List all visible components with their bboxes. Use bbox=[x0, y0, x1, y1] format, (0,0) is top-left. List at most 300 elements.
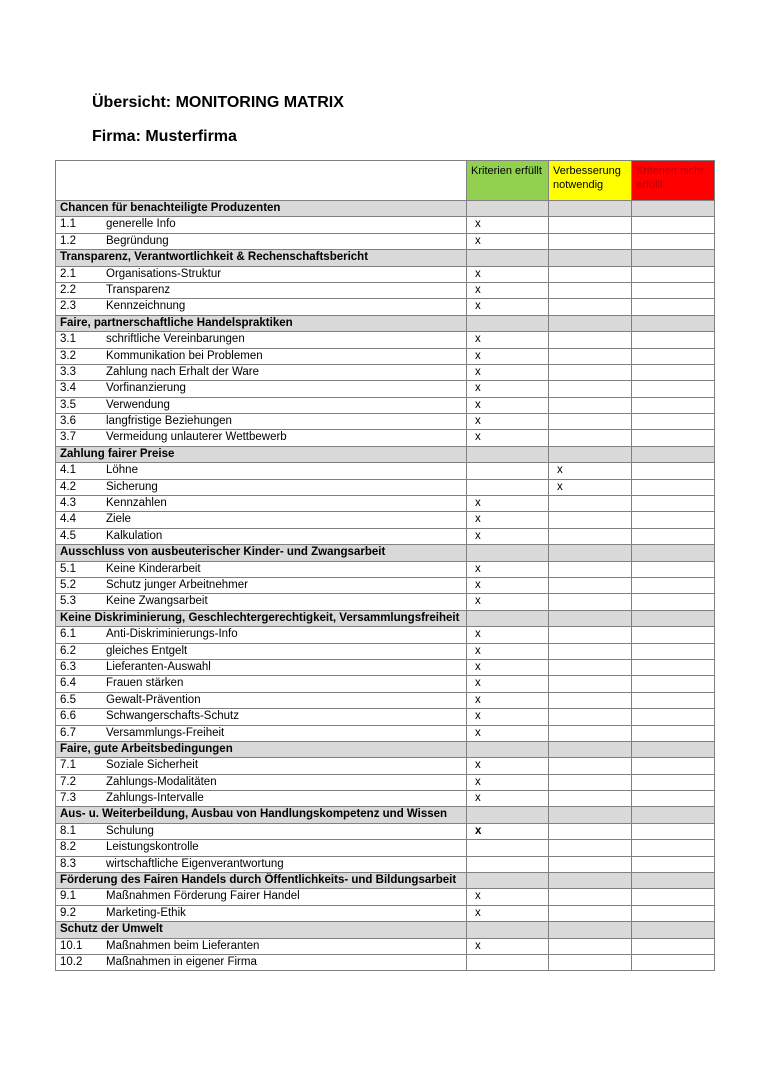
mark-c2 bbox=[549, 266, 632, 282]
criterion-number: 6.6 bbox=[60, 710, 76, 723]
criterion-row bbox=[56, 348, 715, 364]
mark-c1: x bbox=[467, 364, 549, 380]
criterion-row bbox=[56, 512, 715, 528]
criterion-label: Frauen stärken bbox=[106, 677, 184, 690]
mark-c1: x bbox=[467, 217, 549, 233]
section-empty-cell bbox=[632, 545, 715, 561]
mark-c1: x bbox=[467, 725, 549, 741]
criterion-label: schriftliche Vereinbarungen bbox=[106, 333, 245, 346]
criterion-label: Anti-Diskriminierungs-Info bbox=[106, 628, 238, 641]
section-empty-cell bbox=[632, 873, 715, 889]
criterion-row bbox=[56, 332, 715, 348]
criterion-number: 8.1 bbox=[60, 824, 76, 837]
criterion-row bbox=[56, 692, 715, 708]
criterion-row bbox=[56, 774, 715, 790]
criterion-label: Kalkulation bbox=[106, 529, 163, 542]
mark-c1: x bbox=[467, 692, 549, 708]
criterion-label: Zahlungs-Modalitäten bbox=[106, 775, 217, 788]
section-title: Transparenz, Verantwortlichkeit & Rechenschaftsbericht bbox=[56, 250, 467, 266]
criterion-label: Organisations-Struktur bbox=[106, 267, 222, 280]
mark-c1: x bbox=[467, 233, 549, 249]
mark-c3 bbox=[632, 561, 715, 577]
section-empty-cell bbox=[549, 446, 632, 462]
criterion-cell bbox=[56, 823, 467, 839]
section-empty-cell bbox=[467, 741, 549, 757]
criterion-number: 3.1 bbox=[60, 333, 76, 346]
criterion-cell bbox=[56, 643, 467, 659]
mark-c2 bbox=[549, 889, 632, 905]
criterion-cell bbox=[56, 676, 467, 692]
section-empty-cell bbox=[467, 807, 549, 823]
mark-c1: x bbox=[467, 299, 549, 315]
header-criteria-not-met: Kriterien nicht erfüllt bbox=[632, 161, 715, 201]
mark-c3 bbox=[632, 479, 715, 495]
mark-c3 bbox=[632, 643, 715, 659]
section-empty-cell bbox=[632, 922, 715, 938]
criterion-label: Vorfinanzierung bbox=[106, 382, 186, 395]
mark-c1: x bbox=[467, 659, 549, 675]
mark-c3 bbox=[632, 659, 715, 675]
mark-c3 bbox=[632, 512, 715, 528]
section-empty-cell bbox=[549, 315, 632, 331]
criterion-cell bbox=[56, 627, 467, 643]
criterion-number: 1.1 bbox=[60, 218, 76, 231]
criterion-row bbox=[56, 364, 715, 380]
mark-c3 bbox=[632, 233, 715, 249]
criterion-row bbox=[56, 528, 715, 544]
criterion-number: 4.5 bbox=[60, 529, 76, 542]
mark-c1: x bbox=[467, 528, 549, 544]
criterion-number: 1.2 bbox=[60, 234, 76, 247]
mark-c1: x bbox=[467, 594, 549, 610]
mark-c3 bbox=[632, 430, 715, 446]
criterion-row bbox=[56, 463, 715, 479]
criterion-cell bbox=[56, 889, 467, 905]
criterion-row bbox=[56, 233, 715, 249]
criterion-cell bbox=[56, 840, 467, 856]
monitoring-matrix-table bbox=[55, 160, 715, 971]
criterion-number: 5.1 bbox=[60, 562, 76, 575]
criterion-label: Kommunikation bei Problemen bbox=[106, 349, 263, 362]
criterion-number: 6.2 bbox=[60, 644, 76, 657]
mark-c3 bbox=[632, 528, 715, 544]
mark-c2 bbox=[549, 692, 632, 708]
mark-c2 bbox=[549, 414, 632, 430]
mark-c3 bbox=[632, 463, 715, 479]
criterion-row bbox=[56, 430, 715, 446]
section-empty-cell bbox=[549, 610, 632, 626]
criterion-cell bbox=[56, 905, 467, 921]
mark-c1 bbox=[467, 954, 549, 970]
criterion-cell bbox=[56, 758, 467, 774]
criterion-row bbox=[56, 659, 715, 675]
section-empty-cell bbox=[549, 922, 632, 938]
criterion-label: Kennzeichnung bbox=[106, 300, 186, 313]
criterion-label: Maßnahmen Förderung Fairer Handel bbox=[106, 890, 300, 903]
criterion-cell bbox=[56, 414, 467, 430]
criterion-number: 3.4 bbox=[60, 382, 76, 395]
criterion-number: 6.1 bbox=[60, 628, 76, 641]
header-improvement-needed: Verbesserung notwendig bbox=[549, 161, 632, 201]
criterion-number: 5.3 bbox=[60, 595, 76, 608]
mark-c1: x bbox=[467, 938, 549, 954]
criterion-label: Zahlung nach Erhalt der Ware bbox=[106, 365, 259, 378]
mark-c2 bbox=[549, 528, 632, 544]
criterion-row bbox=[56, 496, 715, 512]
mark-c1: x bbox=[467, 332, 549, 348]
criterion-label: Leistungskontrolle bbox=[106, 841, 199, 854]
mark-c2 bbox=[549, 594, 632, 610]
mark-c2 bbox=[549, 627, 632, 643]
criterion-label: Keine Zwangsarbeit bbox=[106, 595, 208, 608]
mark-c2 bbox=[549, 496, 632, 512]
criterion-cell bbox=[56, 430, 467, 446]
criterion-number: 2.2 bbox=[60, 283, 76, 296]
criterion-number: 6.3 bbox=[60, 660, 76, 673]
section-row bbox=[56, 741, 715, 757]
criterion-label: Soziale Sicherheit bbox=[106, 759, 199, 772]
mark-c3 bbox=[632, 348, 715, 364]
mark-c3 bbox=[632, 627, 715, 643]
section-empty-cell bbox=[467, 315, 549, 331]
mark-c3 bbox=[632, 692, 715, 708]
criterion-label: wirtschaftliche Eigenverantwortung bbox=[106, 857, 284, 870]
section-row bbox=[56, 250, 715, 266]
mark-c2 bbox=[549, 233, 632, 249]
header-blank-cell bbox=[56, 161, 467, 201]
criterion-row bbox=[56, 905, 715, 921]
criterion-cell bbox=[56, 774, 467, 790]
section-empty-cell bbox=[549, 873, 632, 889]
criterion-row bbox=[56, 840, 715, 856]
criterion-label: Zahlungs-Intervalle bbox=[106, 792, 204, 805]
criterion-row bbox=[56, 643, 715, 659]
criterion-cell bbox=[56, 561, 467, 577]
mark-c2 bbox=[549, 397, 632, 413]
mark-c2 bbox=[549, 299, 632, 315]
criterion-cell bbox=[56, 397, 467, 413]
criterion-row bbox=[56, 823, 715, 839]
mark-c1: x bbox=[467, 561, 549, 577]
section-empty-cell bbox=[549, 741, 632, 757]
mark-c1: x bbox=[467, 512, 549, 528]
criterion-row bbox=[56, 627, 715, 643]
mark-c3 bbox=[632, 840, 715, 856]
mark-c2 bbox=[549, 758, 632, 774]
mark-c3 bbox=[632, 709, 715, 725]
header-row bbox=[56, 161, 715, 201]
mark-c1: x bbox=[467, 758, 549, 774]
mark-c2 bbox=[549, 676, 632, 692]
mark-c2 bbox=[549, 364, 632, 380]
mark-c2 bbox=[549, 348, 632, 364]
mark-c2 bbox=[549, 512, 632, 528]
criterion-row bbox=[56, 299, 715, 315]
criterion-cell bbox=[56, 791, 467, 807]
criterion-row bbox=[56, 758, 715, 774]
criterion-number: 4.2 bbox=[60, 480, 76, 493]
criterion-number: 4.3 bbox=[60, 497, 76, 510]
criterion-number: 3.5 bbox=[60, 398, 76, 411]
criterion-cell bbox=[56, 233, 467, 249]
criterion-row bbox=[56, 791, 715, 807]
criterion-number: 6.5 bbox=[60, 693, 76, 706]
criterion-number: 3.7 bbox=[60, 431, 76, 444]
criterion-label: Vermeidung unlauterer Wettbewerb bbox=[106, 431, 287, 444]
section-empty-cell bbox=[632, 446, 715, 462]
criterion-cell bbox=[56, 332, 467, 348]
mark-c1: x bbox=[467, 577, 549, 593]
criterion-number: 4.1 bbox=[60, 464, 76, 477]
criterion-row bbox=[56, 709, 715, 725]
section-empty-cell bbox=[632, 807, 715, 823]
mark-c3 bbox=[632, 266, 715, 282]
criterion-label: Keine Kinderarbeit bbox=[106, 562, 201, 575]
mark-c1 bbox=[467, 479, 549, 495]
criterion-label: Sicherung bbox=[106, 480, 158, 493]
mark-c2 bbox=[549, 774, 632, 790]
criterion-row bbox=[56, 954, 715, 970]
mark-c1: x bbox=[467, 774, 549, 790]
criterion-label: Verwendung bbox=[106, 398, 170, 411]
mark-c1: x bbox=[467, 643, 549, 659]
mark-c3 bbox=[632, 774, 715, 790]
section-row bbox=[56, 922, 715, 938]
company-title: Firma: Musterfirma bbox=[92, 128, 237, 145]
criterion-row bbox=[56, 725, 715, 741]
mark-c3 bbox=[632, 758, 715, 774]
mark-c3 bbox=[632, 414, 715, 430]
mark-c1: x bbox=[467, 791, 549, 807]
section-empty-cell bbox=[467, 610, 549, 626]
mark-c3 bbox=[632, 332, 715, 348]
mark-c3 bbox=[632, 594, 715, 610]
criterion-label: Schutz junger Arbeitnehmer bbox=[106, 578, 248, 591]
criterion-cell bbox=[56, 479, 467, 495]
mark-c3 bbox=[632, 397, 715, 413]
criterion-label: Gewalt-Prävention bbox=[106, 693, 201, 706]
section-title: Ausschluss von ausbeuterischer Kinder- und Zwangsarbeit bbox=[56, 545, 467, 561]
criterion-row bbox=[56, 676, 715, 692]
mark-c3 bbox=[632, 496, 715, 512]
section-empty-cell bbox=[632, 610, 715, 626]
criterion-label: gleiches Entgelt bbox=[106, 644, 188, 657]
mark-c3 bbox=[632, 676, 715, 692]
section-empty-cell bbox=[549, 250, 632, 266]
criterion-label: Maßnahmen in eigener Firma bbox=[106, 955, 257, 968]
criterion-cell bbox=[56, 725, 467, 741]
mark-c1 bbox=[467, 856, 549, 872]
mark-c1 bbox=[467, 840, 549, 856]
section-title: Aus- u. Weiterbeildung, Ausbau von Handlungskompetenz und Wissen bbox=[56, 807, 467, 823]
criterion-row bbox=[56, 938, 715, 954]
mark-c2 bbox=[549, 282, 632, 298]
criterion-cell bbox=[56, 299, 467, 315]
criterion-row bbox=[56, 889, 715, 905]
mark-c1: x bbox=[467, 397, 549, 413]
criterion-label: langfristige Beziehungen bbox=[106, 415, 232, 428]
criterion-row bbox=[56, 561, 715, 577]
criterion-cell bbox=[56, 512, 467, 528]
section-title: Faire, partnerschaftliche Handelspraktiken bbox=[56, 315, 467, 331]
criterion-cell bbox=[56, 954, 467, 970]
section-row bbox=[56, 807, 715, 823]
criterion-label: Transparenz bbox=[106, 283, 171, 296]
mark-c3 bbox=[632, 725, 715, 741]
criterion-number: 5.2 bbox=[60, 578, 76, 591]
section-title: Faire, gute Arbeitsbedingungen bbox=[56, 741, 467, 757]
criterion-label: Kennzahlen bbox=[106, 497, 167, 510]
mark-c1: x bbox=[467, 627, 549, 643]
mark-c1: x bbox=[467, 430, 549, 446]
criterion-row bbox=[56, 266, 715, 282]
mark-c1: x bbox=[467, 709, 549, 725]
mark-c1: x bbox=[467, 889, 549, 905]
mark-c3 bbox=[632, 299, 715, 315]
mark-c2 bbox=[549, 954, 632, 970]
criterion-label: Ziele bbox=[106, 513, 131, 526]
mark-c2 bbox=[549, 332, 632, 348]
matrix-body bbox=[56, 161, 715, 971]
section-empty-cell bbox=[632, 201, 715, 217]
section-row bbox=[56, 873, 715, 889]
mark-c3 bbox=[632, 577, 715, 593]
section-title: Chancen für benachteiligte Produzenten bbox=[56, 201, 467, 217]
criterion-number: 7.1 bbox=[60, 759, 76, 772]
mark-c2 bbox=[549, 791, 632, 807]
mark-c2 bbox=[549, 430, 632, 446]
criterion-number: 7.2 bbox=[60, 775, 76, 788]
criterion-row bbox=[56, 414, 715, 430]
mark-c1: x bbox=[467, 381, 549, 397]
criterion-cell bbox=[56, 217, 467, 233]
mark-c1: x bbox=[467, 496, 549, 512]
criterion-label: Maßnahmen beim Lieferanten bbox=[106, 939, 260, 952]
mark-c2: x bbox=[549, 479, 632, 495]
criterion-cell bbox=[56, 348, 467, 364]
criterion-number: 8.2 bbox=[60, 841, 76, 854]
criterion-number: 6.4 bbox=[60, 677, 76, 690]
section-row bbox=[56, 201, 715, 217]
criterion-label: Löhne bbox=[106, 464, 138, 477]
criterion-row bbox=[56, 381, 715, 397]
mark-c2 bbox=[549, 217, 632, 233]
criterion-row bbox=[56, 479, 715, 495]
criterion-label: Marketing-Ethik bbox=[106, 906, 186, 919]
criterion-number: 8.3 bbox=[60, 857, 76, 870]
mark-c3 bbox=[632, 954, 715, 970]
criterion-number: 4.4 bbox=[60, 513, 76, 526]
criterion-row bbox=[56, 856, 715, 872]
mark-c3 bbox=[632, 889, 715, 905]
criterion-cell bbox=[56, 381, 467, 397]
mark-c1: x bbox=[467, 905, 549, 921]
mark-c2 bbox=[549, 659, 632, 675]
section-row bbox=[56, 446, 715, 462]
section-title: Schutz der Umwelt bbox=[56, 922, 467, 938]
mark-c1: x bbox=[467, 282, 549, 298]
criterion-cell bbox=[56, 938, 467, 954]
criterion-cell bbox=[56, 577, 467, 593]
mark-c3 bbox=[632, 823, 715, 839]
page-title: Übersicht: MONITORING MATRIX bbox=[92, 94, 344, 111]
criterion-number: 7.3 bbox=[60, 792, 76, 805]
criterion-number: 10.2 bbox=[60, 955, 83, 968]
section-empty-cell bbox=[632, 741, 715, 757]
criterion-cell bbox=[56, 266, 467, 282]
mark-c1: x bbox=[467, 414, 549, 430]
criterion-cell bbox=[56, 692, 467, 708]
mark-c2 bbox=[549, 856, 632, 872]
mark-c1: x bbox=[467, 266, 549, 282]
header-criteria-met: Kriterien erfüllt bbox=[467, 161, 549, 201]
criterion-cell bbox=[56, 364, 467, 380]
criterion-number: 2.1 bbox=[60, 267, 76, 280]
mark-c2 bbox=[549, 381, 632, 397]
criterion-label: generelle Info bbox=[106, 218, 176, 231]
mark-c2 bbox=[549, 561, 632, 577]
mark-c2 bbox=[549, 725, 632, 741]
criterion-number: 9.1 bbox=[60, 890, 76, 903]
criterion-row bbox=[56, 217, 715, 233]
section-empty-cell bbox=[632, 315, 715, 331]
section-row bbox=[56, 545, 715, 561]
mark-c2 bbox=[549, 905, 632, 921]
mark-c2 bbox=[549, 709, 632, 725]
criterion-label: Lieferanten-Auswahl bbox=[106, 660, 211, 673]
section-empty-cell bbox=[467, 545, 549, 561]
mark-c1: x bbox=[467, 348, 549, 364]
mark-c3 bbox=[632, 905, 715, 921]
criterion-cell bbox=[56, 496, 467, 512]
criterion-label: Versammlungs-Freiheit bbox=[106, 726, 225, 739]
section-empty-cell bbox=[467, 446, 549, 462]
mark-c2 bbox=[549, 938, 632, 954]
section-empty-cell bbox=[467, 922, 549, 938]
section-empty-cell bbox=[549, 545, 632, 561]
mark-c3 bbox=[632, 791, 715, 807]
criterion-number: 10.1 bbox=[60, 939, 83, 952]
mark-c2 bbox=[549, 577, 632, 593]
mark-c3 bbox=[632, 217, 715, 233]
section-empty-cell bbox=[549, 201, 632, 217]
mark-c2 bbox=[549, 643, 632, 659]
criterion-label: Schulung bbox=[106, 824, 154, 837]
mark-c3 bbox=[632, 364, 715, 380]
mark-c1: x bbox=[467, 823, 549, 839]
criterion-row bbox=[56, 577, 715, 593]
mark-c3 bbox=[632, 938, 715, 954]
section-empty-cell bbox=[467, 250, 549, 266]
section-empty-cell bbox=[467, 201, 549, 217]
mark-c2 bbox=[549, 823, 632, 839]
criterion-cell bbox=[56, 594, 467, 610]
mark-c2: x bbox=[549, 463, 632, 479]
mark-c3 bbox=[632, 381, 715, 397]
criterion-number: 3.6 bbox=[60, 415, 76, 428]
section-title: Keine Diskriminierung, Geschlechtergerechtigkeit, Versammlungsfreiheit bbox=[56, 610, 467, 626]
section-empty-cell bbox=[467, 873, 549, 889]
criterion-cell bbox=[56, 528, 467, 544]
criterion-cell bbox=[56, 463, 467, 479]
section-row bbox=[56, 315, 715, 331]
criterion-row bbox=[56, 594, 715, 610]
mark-c2 bbox=[549, 840, 632, 856]
mark-c3 bbox=[632, 856, 715, 872]
criterion-label: Begründung bbox=[106, 234, 169, 247]
section-empty-cell bbox=[549, 807, 632, 823]
criterion-row bbox=[56, 282, 715, 298]
